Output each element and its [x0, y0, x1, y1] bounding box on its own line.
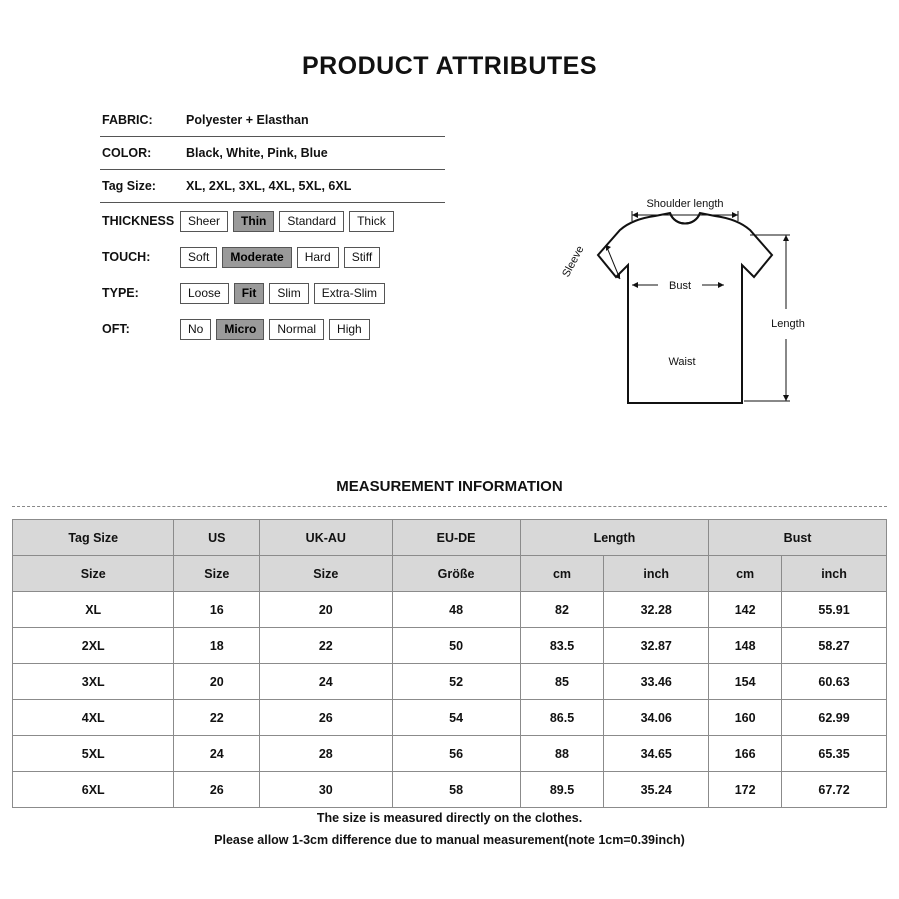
label-shoulder-length: Shoulder length: [646, 198, 724, 210]
cell-length-cm: 88: [520, 736, 604, 772]
table-header-row-sub: [13, 556, 887, 592]
measurement-table: [12, 519, 887, 808]
type-option-slim[interactable]: Slim: [269, 283, 308, 304]
type-option-loose[interactable]: Loose: [180, 283, 229, 304]
cell-us: 16: [174, 592, 260, 628]
touch-label: TOUCH:: [102, 250, 151, 264]
label-bust: Bust: [668, 280, 692, 292]
cell-ukau: 28: [260, 736, 392, 772]
cell-length-cm: 89.5: [520, 772, 604, 808]
cell-tag-size: 3XL: [13, 664, 174, 700]
cell-eude: 48: [392, 592, 520, 628]
table-head: [13, 520, 887, 592]
subheader-size-us: Size: [174, 556, 260, 592]
dashed-separator: [12, 506, 887, 507]
cell-length-inch: 35.24: [604, 772, 709, 808]
cell-eude: 52: [392, 664, 520, 700]
label-sleeve: Sleeve: [560, 243, 587, 280]
soft-option-normal[interactable]: Normal: [269, 319, 324, 340]
soft-option-high[interactable]: High: [329, 319, 370, 340]
subheader-length-inch: inch: [604, 556, 709, 592]
soft-options: [180, 319, 370, 340]
color-value: Black, White, Pink, Blue: [186, 146, 328, 160]
table-row: [13, 628, 887, 664]
subheader-bust-cm: cm: [709, 556, 782, 592]
cell-length-cm: 86.5: [520, 700, 604, 736]
touch-option-hard[interactable]: Hard: [297, 247, 339, 268]
cell-bust-cm: 172: [709, 772, 782, 808]
cell-ukau: 30: [260, 772, 392, 808]
cell-bust-inch: 55.91: [782, 592, 887, 628]
cell-length-cm: 83.5: [520, 628, 604, 664]
cell-us: 18: [174, 628, 260, 664]
cell-us: 22: [174, 700, 260, 736]
table-row: [13, 736, 887, 772]
label-waist: Waist: [668, 356, 696, 368]
header-us: US: [174, 520, 260, 556]
touch-option-moderate[interactable]: Moderate: [222, 247, 291, 268]
cell-length-cm: 85: [520, 664, 604, 700]
type-option-fit[interactable]: Fit: [234, 283, 265, 304]
table-row: [13, 592, 887, 628]
cell-bust-inch: 60.63: [782, 664, 887, 700]
cell-ukau: 22: [260, 628, 392, 664]
cell-length-inch: 33.46: [604, 664, 709, 700]
thickness-label: THICKNESS: [102, 214, 175, 228]
cell-length-cm: 82: [520, 592, 604, 628]
type-label: TYPE:: [102, 286, 139, 300]
table-row: [13, 700, 887, 736]
note-line-1: The size is measured directly on the clothes.: [316, 811, 583, 825]
header-eu-de: EU-DE: [392, 520, 520, 556]
cell-us: 26: [174, 772, 260, 808]
thickness-option-thin[interactable]: Thin: [233, 211, 274, 232]
cell-eude: 54: [392, 700, 520, 736]
table-row: [13, 772, 887, 808]
label-length: Length: [771, 318, 805, 330]
measurement-heading: MEASUREMENT INFORMATION: [336, 478, 563, 495]
header-length: Length: [520, 520, 708, 556]
attribute-row-type: [100, 275, 445, 311]
attribute-row-tag-size: [100, 170, 445, 203]
touch-option-stiff[interactable]: Stiff: [344, 247, 380, 268]
cell-bust-cm: 148: [709, 628, 782, 664]
fabric-value: Polyester + Elasthan: [186, 113, 309, 127]
table-header-row-top: [13, 520, 887, 556]
cell-us: 24: [174, 736, 260, 772]
attribute-row-color: [100, 137, 445, 170]
table-row: [13, 664, 887, 700]
thickness-option-thick[interactable]: Thick: [349, 211, 394, 232]
table-body: [13, 592, 887, 808]
tshirt-measurement-diagram: [510, 185, 840, 435]
tag-size-value: XL, 2XL, 3XL, 4XL, 5XL, 6XL: [186, 179, 352, 193]
cell-bust-cm: 166: [709, 736, 782, 772]
cell-length-inch: 32.28: [604, 592, 709, 628]
subheader-groesse: Größe: [392, 556, 520, 592]
cell-bust-inch: 67.72: [782, 772, 887, 808]
cell-eude: 56: [392, 736, 520, 772]
cell-bust-cm: 160: [709, 700, 782, 736]
fabric-label: FABRIC:: [102, 113, 153, 127]
header-uk-au: UK-AU: [260, 520, 392, 556]
cell-bust-inch: 58.27: [782, 628, 887, 664]
thickness-option-sheer[interactable]: Sheer: [180, 211, 228, 232]
attribute-row-thickness: [100, 203, 445, 239]
header-tag-size: Tag Size: [13, 520, 174, 556]
cell-bust-cm: 142: [709, 592, 782, 628]
soft-option-no[interactable]: No: [180, 319, 211, 340]
type-options: [180, 283, 385, 304]
cell-tag-size: 4XL: [13, 700, 174, 736]
cell-bust-inch: 65.35: [782, 736, 887, 772]
cell-tag-size: 6XL: [13, 772, 174, 808]
cell-eude: 50: [392, 628, 520, 664]
cell-eude: 58: [392, 772, 520, 808]
subheader-bust-inch: inch: [782, 556, 887, 592]
cell-bust-cm: 154: [709, 664, 782, 700]
type-option-extra-slim[interactable]: Extra-Slim: [314, 283, 385, 304]
cell-us: 20: [174, 664, 260, 700]
soft-option-micro[interactable]: Micro: [216, 319, 264, 340]
subheader-size-ukau: Size: [260, 556, 392, 592]
cell-bust-inch: 62.99: [782, 700, 887, 736]
cell-length-inch: 34.65: [604, 736, 709, 772]
cell-length-inch: 34.06: [604, 700, 709, 736]
attributes-block: [100, 104, 445, 347]
tshirt-svg: [510, 185, 840, 435]
tag-size-label: Tag Size:: [102, 179, 156, 193]
thickness-option-standard[interactable]: Standard: [279, 211, 344, 232]
cell-tag-size: XL: [13, 592, 174, 628]
attribute-row-fabric: [100, 104, 445, 137]
subheader-length-cm: cm: [520, 556, 604, 592]
attribute-row-touch: [100, 239, 445, 275]
page-title: PRODUCT ATTRIBUTES: [301, 52, 598, 80]
cell-ukau: 20: [260, 592, 392, 628]
touch-option-soft[interactable]: Soft: [180, 247, 217, 268]
cell-tag-size: 2XL: [13, 628, 174, 664]
cell-tag-size: 5XL: [13, 736, 174, 772]
note-line-2: Please allow 1-3cm difference due to manual measurement(note 1cm=0.39inch): [214, 833, 685, 847]
thickness-options: [180, 211, 394, 232]
attribute-row-soft: [100, 311, 445, 347]
header-bust: Bust: [709, 520, 887, 556]
cell-length-inch: 32.87: [604, 628, 709, 664]
subheader-size-tag: Size: [13, 556, 174, 592]
cell-ukau: 26: [260, 700, 392, 736]
color-label: COLOR:: [102, 146, 152, 160]
touch-options: [180, 247, 380, 268]
cell-ukau: 24: [260, 664, 392, 700]
soft-label: OFT:: [102, 322, 130, 336]
